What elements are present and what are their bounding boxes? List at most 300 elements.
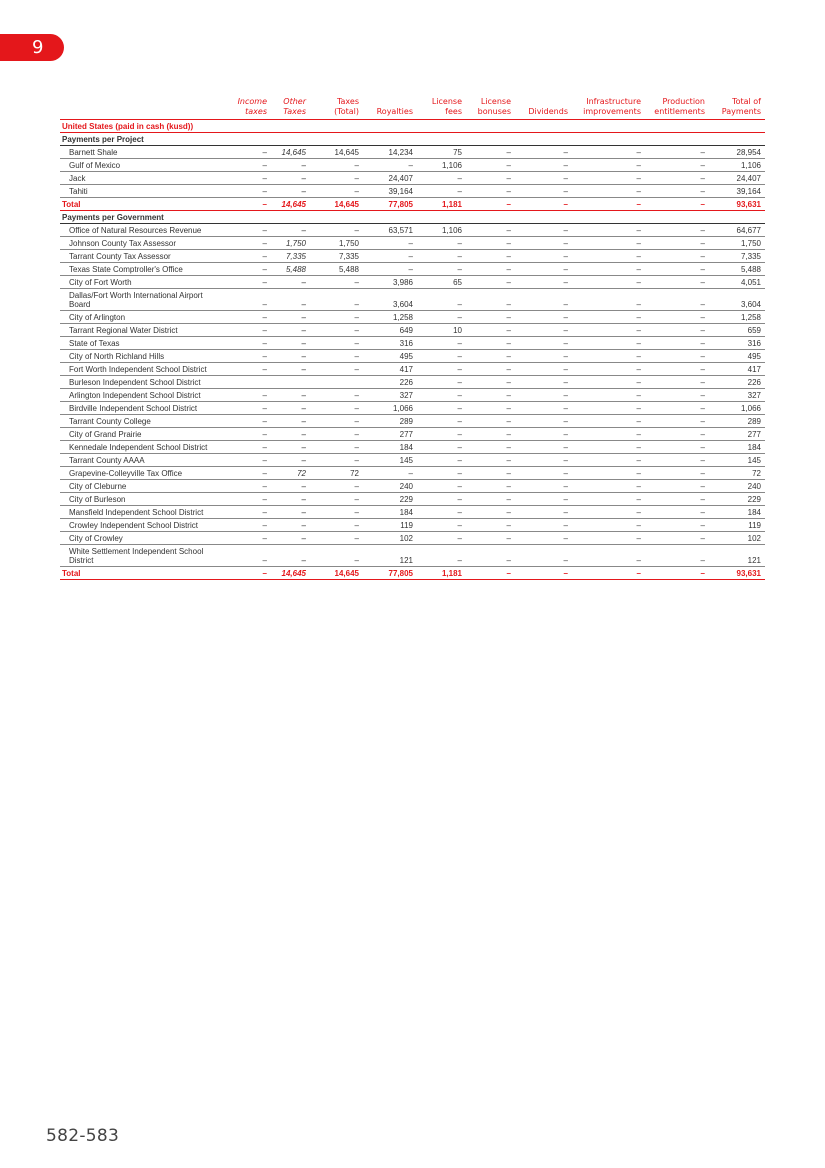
cell-value: – [645, 250, 709, 263]
payments-table [60, 97, 765, 580]
cell-value: – [417, 454, 466, 467]
table-row [60, 324, 765, 337]
page-number: 582-583 [46, 1126, 120, 1146]
cell-value: – [271, 311, 310, 324]
row-label: City of North Richland Hills [60, 350, 226, 363]
row-label: City of Burleson [60, 493, 226, 506]
cell-value: 72 [271, 467, 310, 480]
cell-value: – [417, 506, 466, 519]
cell-value: – [226, 324, 271, 337]
cell-value: – [572, 224, 645, 237]
table-row [60, 506, 765, 519]
cell-value: – [572, 237, 645, 250]
cell-value: – [271, 506, 310, 519]
column-header [709, 97, 765, 120]
table-row [60, 480, 765, 493]
row-label: State of Texas [60, 337, 226, 350]
cell-value: – [466, 415, 515, 428]
cell-value: – [645, 324, 709, 337]
cell-value: – [417, 402, 466, 415]
cell-value: – [466, 467, 515, 480]
cell-value: – [226, 493, 271, 506]
column-header-line1 [363, 97, 413, 107]
table-row [60, 276, 765, 289]
row-label: Tarrant County Tax Assessor [60, 250, 226, 263]
cell-value: – [466, 545, 515, 567]
column-header-line1: Taxes [336, 97, 359, 106]
cell-value: – [515, 198, 572, 211]
cell-value: 1,750 [709, 237, 765, 250]
cell-value: – [572, 519, 645, 532]
cell-value: – [466, 350, 515, 363]
cell-value: 417 [363, 363, 417, 376]
cell-value: – [271, 172, 310, 185]
cell-value: – [515, 159, 572, 172]
cell-value: – [466, 441, 515, 454]
column-header-line1 [515, 97, 568, 107]
cell-value: – [363, 159, 417, 172]
cell-value: – [572, 389, 645, 402]
cell-value: – [572, 454, 645, 467]
cell-value: 5,488 [310, 263, 363, 276]
cell-value: 10 [417, 324, 466, 337]
cell-value: – [645, 237, 709, 250]
row-label: City of Arlington [60, 311, 226, 324]
cell-value: – [515, 519, 572, 532]
cell-value: – [466, 506, 515, 519]
cell-value: – [226, 337, 271, 350]
cell-value: – [226, 467, 271, 480]
total-row [60, 198, 765, 211]
cell-value: 495 [709, 350, 765, 363]
cell-value: 226 [363, 376, 417, 389]
cell-value: – [271, 493, 310, 506]
cell-value: – [645, 146, 709, 159]
cell-value: 14,234 [363, 146, 417, 159]
cell-value: – [515, 428, 572, 441]
cell-value: 65 [417, 276, 466, 289]
cell-value: – [271, 324, 310, 337]
column-header-line1: Infrastructure [586, 97, 641, 106]
cell-value: – [271, 185, 310, 198]
row-label: City of Cleburne [60, 480, 226, 493]
cell-value: – [417, 441, 466, 454]
cell-value: – [271, 350, 310, 363]
cell-value: – [515, 493, 572, 506]
cell-value: 289 [709, 415, 765, 428]
cell-value: – [417, 428, 466, 441]
cell-value: – [310, 532, 363, 545]
cell-value: – [310, 337, 363, 350]
cell-value: – [645, 224, 709, 237]
table-body [60, 120, 765, 580]
cell-value: 121 [363, 545, 417, 567]
cell-value: – [310, 324, 363, 337]
cell-value: – [515, 263, 572, 276]
cell-value: – [226, 567, 271, 580]
row-label: Total [60, 567, 226, 580]
project-heading [60, 133, 765, 146]
cell-value: 3,986 [363, 276, 417, 289]
column-header [515, 97, 572, 120]
cell-value: – [572, 467, 645, 480]
cell-value: – [466, 324, 515, 337]
cell-value: – [466, 198, 515, 211]
cell-value: – [645, 428, 709, 441]
cell-value: – [645, 402, 709, 415]
cell-value: – [310, 350, 363, 363]
column-header [226, 97, 271, 120]
cell-value: – [417, 376, 466, 389]
cell-value: – [310, 545, 363, 567]
cell-value: – [572, 289, 645, 311]
cell-value: – [466, 159, 515, 172]
table-row [60, 263, 765, 276]
cell-value: – [515, 506, 572, 519]
cell-value: – [466, 428, 515, 441]
cell-value: – [572, 402, 645, 415]
table-row [60, 376, 765, 389]
cell-value: 93,631 [709, 567, 765, 580]
cell-value: – [572, 311, 645, 324]
cell-value: 24,407 [709, 172, 765, 185]
cell-value: 119 [709, 519, 765, 532]
cell-value: – [466, 519, 515, 532]
cell-value: – [417, 415, 466, 428]
cell-value: – [515, 324, 572, 337]
cell-value: – [310, 402, 363, 415]
cell-value: – [515, 311, 572, 324]
cell-value: 145 [363, 454, 417, 467]
table-row [60, 311, 765, 324]
cell-value: – [515, 415, 572, 428]
cell-value: – [515, 441, 572, 454]
cell-value: 7,335 [310, 250, 363, 263]
cell-value: – [515, 237, 572, 250]
cell-value: 24,407 [363, 172, 417, 185]
cell-value: – [310, 428, 363, 441]
row-label: City of Grand Prairie [60, 428, 226, 441]
column-header-line2: Payments [721, 107, 761, 116]
cell-value: – [515, 289, 572, 311]
cell-value: – [572, 350, 645, 363]
cell-value: – [645, 159, 709, 172]
cell-value: – [226, 237, 271, 250]
cell-value: – [645, 519, 709, 532]
table-row [60, 519, 765, 532]
cell-value: – [271, 454, 310, 467]
cell-value: 1,106 [417, 159, 466, 172]
cell-value: – [572, 276, 645, 289]
cell-value: 28,954 [709, 146, 765, 159]
cell-value: – [271, 519, 310, 532]
cell-value: – [572, 250, 645, 263]
cell-value: 1,258 [363, 311, 417, 324]
cell-value: 64,677 [709, 224, 765, 237]
cell-value: – [271, 532, 310, 545]
cell-value: – [310, 480, 363, 493]
cell-value: – [271, 545, 310, 567]
cell-value: – [310, 363, 363, 376]
cell-value: – [271, 441, 310, 454]
cell-value: – [572, 337, 645, 350]
cell-value: – [572, 480, 645, 493]
cell-value: – [515, 467, 572, 480]
cell-value: – [645, 454, 709, 467]
cell-value: – [310, 493, 363, 506]
table-row [60, 454, 765, 467]
cell-value: 121 [709, 545, 765, 567]
table-row [60, 467, 765, 480]
column-header-line1: Other [283, 97, 306, 106]
cell-value: 240 [709, 480, 765, 493]
project-heading-label: Payments per Project [60, 133, 765, 146]
cell-value: 649 [363, 324, 417, 337]
cell-value: 7,335 [709, 250, 765, 263]
column-header-line2: bonuses [477, 107, 511, 116]
cell-value: 5,488 [709, 263, 765, 276]
cell-value: 5,488 [271, 263, 310, 276]
row-label: Fort Worth Independent School District [60, 363, 226, 376]
cell-value: – [226, 454, 271, 467]
cell-value: – [226, 428, 271, 441]
row-label: Tarrant County College [60, 415, 226, 428]
cell-value: – [645, 311, 709, 324]
cell-value: – [572, 545, 645, 567]
row-label: White Settlement Independent School District [60, 545, 226, 567]
row-label: Mansfield Independent School District [60, 506, 226, 519]
cell-value: – [417, 493, 466, 506]
cell-value: 495 [363, 350, 417, 363]
cell-value: – [271, 402, 310, 415]
total-row [60, 567, 765, 580]
cell-value: – [515, 185, 572, 198]
cell-value: – [645, 198, 709, 211]
cell-value: – [310, 415, 363, 428]
column-header [417, 97, 466, 120]
cell-value: – [271, 428, 310, 441]
cell-value: 1,181 [417, 198, 466, 211]
row-label: Office of Natural Resources Revenue [60, 224, 226, 237]
section-tab [0, 34, 64, 61]
cell-value: – [572, 198, 645, 211]
cell-value: – [515, 172, 572, 185]
cell-value: 39,164 [363, 185, 417, 198]
table-row [60, 415, 765, 428]
column-header-line2: improvements [583, 107, 641, 116]
column-header-line1: Income [237, 97, 267, 106]
cell-value: 184 [363, 441, 417, 454]
cell-value: 7,335 [271, 250, 310, 263]
cell-value: – [515, 567, 572, 580]
cell-value: 102 [709, 532, 765, 545]
cell-value: – [466, 276, 515, 289]
cell-value: – [645, 480, 709, 493]
cell-value: 417 [709, 363, 765, 376]
cell-value: 1,066 [363, 402, 417, 415]
cell-value: 289 [363, 415, 417, 428]
cell-value: – [417, 363, 466, 376]
row-label: Gulf of Mexico [60, 159, 226, 172]
row-label: Kennedale Independent School District [60, 441, 226, 454]
cell-value: – [226, 415, 271, 428]
cell-value: – [466, 480, 515, 493]
cell-value: – [417, 337, 466, 350]
cell-value: – [466, 389, 515, 402]
cell-value: 14,645 [310, 146, 363, 159]
cell-value: – [515, 250, 572, 263]
cell-value: – [515, 402, 572, 415]
cell-value: 184 [709, 441, 765, 454]
cell-value: – [310, 389, 363, 402]
table-row [60, 402, 765, 415]
cell-value: – [271, 363, 310, 376]
column-header-line2: fees [445, 107, 462, 116]
cell-value: – [645, 532, 709, 545]
cell-value: – [466, 289, 515, 311]
cell-value: – [572, 172, 645, 185]
cell-value: – [417, 237, 466, 250]
cell-value: – [572, 376, 645, 389]
row-label: City of Fort Worth [60, 276, 226, 289]
cell-value: – [417, 350, 466, 363]
cell-value: – [515, 389, 572, 402]
government-heading [60, 211, 765, 224]
cell-value: – [226, 146, 271, 159]
table-row [60, 185, 765, 198]
table-row [60, 159, 765, 172]
cell-value: – [466, 185, 515, 198]
cell-value: 3,604 [709, 289, 765, 311]
cell-value: – [572, 185, 645, 198]
cell-value: – [417, 172, 466, 185]
cell-value: – [645, 376, 709, 389]
row-label: Tarrant County AAAA [60, 454, 226, 467]
cell-value: – [363, 237, 417, 250]
cell-value: – [271, 289, 310, 311]
cell-value: – [572, 567, 645, 580]
cell-value: – [466, 237, 515, 250]
cell-value [310, 376, 363, 389]
table-row [60, 237, 765, 250]
cell-value: – [226, 198, 271, 211]
column-header-line2: Taxes [283, 107, 306, 116]
cell-value: – [466, 146, 515, 159]
cell-value: – [226, 545, 271, 567]
cell-value: – [572, 324, 645, 337]
cell-value: 327 [363, 389, 417, 402]
table-row [60, 545, 765, 567]
cell-value: 119 [363, 519, 417, 532]
cell-value: – [515, 376, 572, 389]
row-label: Tahiti [60, 185, 226, 198]
cell-value: – [515, 545, 572, 567]
column-header [310, 97, 363, 120]
column-header-line1: Total of [732, 97, 761, 106]
cell-value: – [271, 276, 310, 289]
cell-value: – [572, 532, 645, 545]
table-row [60, 289, 765, 311]
cell-value: – [645, 350, 709, 363]
cell-value: – [363, 467, 417, 480]
cell-value: – [645, 363, 709, 376]
cell-value: – [226, 311, 271, 324]
column-header [363, 97, 417, 120]
cell-value: – [271, 415, 310, 428]
cell-value: – [466, 493, 515, 506]
cell-value: – [466, 567, 515, 580]
cell-value: – [645, 506, 709, 519]
cell-value: – [572, 493, 645, 506]
cell-value: – [466, 172, 515, 185]
column-header-line2: Dividends [528, 107, 568, 116]
cell-value: – [271, 224, 310, 237]
cell-value: – [226, 276, 271, 289]
cell-value: – [310, 519, 363, 532]
cell-value: – [226, 480, 271, 493]
cell-value: 316 [709, 337, 765, 350]
table-row [60, 493, 765, 506]
cell-value: – [226, 250, 271, 263]
cell-value: – [645, 276, 709, 289]
cell-value: – [645, 185, 709, 198]
table-row [60, 172, 765, 185]
cell-value: 77,805 [363, 567, 417, 580]
cell-value: – [417, 545, 466, 567]
cell-value: – [226, 441, 271, 454]
cell-value: – [466, 250, 515, 263]
column-header-line2: taxes [245, 107, 267, 116]
cell-value: – [226, 263, 271, 276]
cell-value: – [271, 159, 310, 172]
column-header-line1: Production [662, 97, 705, 106]
cell-value: – [572, 363, 645, 376]
cell-value: – [645, 493, 709, 506]
cell-value: – [572, 415, 645, 428]
cell-value: – [417, 289, 466, 311]
cell-value: 1,258 [709, 311, 765, 324]
cell-value: – [515, 363, 572, 376]
cell-value: 14,645 [271, 146, 310, 159]
cell-value: 1,181 [417, 567, 466, 580]
cell-value: – [310, 289, 363, 311]
row-label: Tarrant Regional Water District [60, 324, 226, 337]
cell-value: 229 [709, 493, 765, 506]
cell-value: – [645, 415, 709, 428]
cell-value: 3,604 [363, 289, 417, 311]
cell-value: 327 [709, 389, 765, 402]
column-header-line2: Royalties [376, 107, 413, 116]
table-row [60, 337, 765, 350]
cell-value: 1,066 [709, 402, 765, 415]
cell-value: 93,631 [709, 198, 765, 211]
cell-value: – [466, 532, 515, 545]
cell-value: – [515, 276, 572, 289]
cell-value: 659 [709, 324, 765, 337]
cell-value: – [466, 337, 515, 350]
cell-value: – [226, 159, 271, 172]
cell-value: – [310, 454, 363, 467]
row-label: Burleson Independent School District [60, 376, 226, 389]
cell-value: 14,645 [310, 198, 363, 211]
cell-value: – [645, 567, 709, 580]
cell-value: – [572, 263, 645, 276]
cell-value: 39,164 [709, 185, 765, 198]
cell-value: 1,750 [310, 237, 363, 250]
cell-value: 72 [709, 467, 765, 480]
cell-value: – [417, 532, 466, 545]
column-header [271, 97, 310, 120]
